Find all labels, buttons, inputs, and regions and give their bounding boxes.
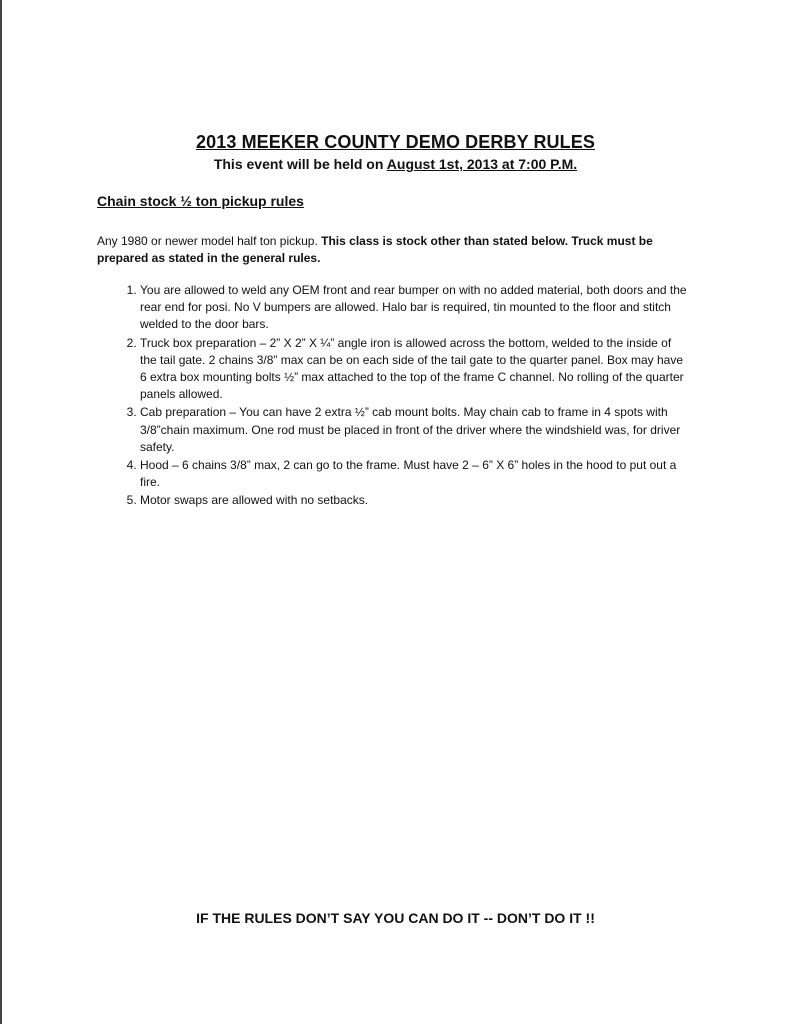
rule-item: 2. Truck box preparation – 2” X 2” X ¼” angle iron is allowed across the bottom, welded to the inside of the tail gate. 2 chains 3/8” max can be on each side of the tail gate to the quarter panel. Box may have 6 extra box mounting bolts ½” max attached to the top of the frame C channel. No rolling of the quarter panels allowed. [140,335,687,404]
page-left-edge [0,0,2,1024]
intro-paragraph [97,233,697,267]
section-heading: Chain stock ½ ton pickup rules [97,193,304,209]
intro-bold-text: This class is stock other than stated below. Truck must be prepared as stated in the general rules. [97,234,653,265]
event-date: August 1st, 2013 at 7:00 P.M. [386,156,578,172]
rule-item: 3. Cab preparation – You can have 2 extra ½” cab mount bolts. May chain cab to frame in 4 spots with 3/8”chain maximum. One rod must be placed in front of the driver where the windshield was, for driver safety. [140,404,687,456]
document-title: 2013 MEEKER COUNTY DEMO DERBY RULES [196,132,595,152]
rules-list [97,282,687,511]
intro-plain-text: Any 1980 or newer model half ton pickup. [97,234,322,248]
rule-item: 4. Hood – 6 chains 3/8” max, 2 can go to the frame. Must have 2 – 6” X 6” holes in the hood to put out a fire. [140,457,687,491]
event-date-line [0,156,791,172]
footer-warning: IF THE RULES DON’T SAY YOU CAN DO IT -- DON’T DO IT !! [196,910,595,926]
event-date-prefix: This event will be held on [213,156,387,172]
rule-item: 1. You are allowed to weld any OEM front and rear bumper on with no added material, both doors and the rear end for posi. No V bumpers are allowed. Halo bar is required, tin mounted to the floor and stitch welded to the door bars. [140,282,687,334]
rule-item: 5. Motor swaps are allowed with no setbacks. [140,492,687,509]
